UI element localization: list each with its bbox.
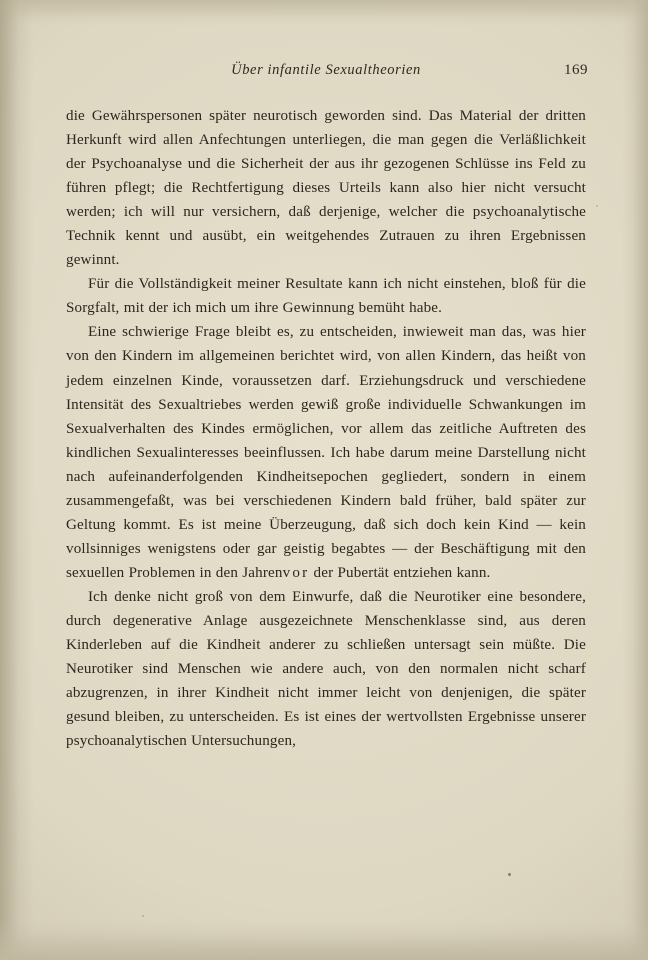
paragraph-2: Für die Vollständigkeit meiner Resultate kann ich nicht einstehen, bloß für die Sorgfalt, mit der ich mich um ihre Gewinnung bemüht habe.: [66, 276, 586, 317]
page-content: [66, 62, 586, 753]
page-number: 169: [564, 62, 588, 78]
paragraph-3: [66, 320, 586, 585]
page-edge-shadow-left: [0, 0, 34, 960]
ink-speck-tertiary: [596, 205, 598, 207]
running-title: Über infantile Sexualtheorien: [231, 62, 421, 78]
paragraph-4: Ich denke nicht groß von dem Einwurfe, daß die Neurotiker eine besondere, durch degenerative Anlage ausgezeichnete Menschenklasse sind, aus deren Kinderleben auf die Kindheit anderer zu schließen untersagt sein müßte. Die Neurotiker sind Menschen wie andere auch, von den normalen nicht scharf abzugrenzen, in ihrer Kindheit nicht immer leicht von denjenigen, die später gesund bleiben, zu unterscheiden. Es ist eines der wertvollsten Ergebnisse unserer psychoanalytischen Untersuchungen,: [66, 588, 586, 750]
paragraph-3-text: Eine schwierige Frage bleibt es, zu entscheiden, inwieweit man das, was hier von den Kindern im allgemeinen berichtet wird, von allen Kindern, das heißt von jedem einzelnen Kinde, voraussetzen darf. Erziehungsdruck und verschiedene Intensität des Sexualtriebes werden gewiß große individuelle Schwankungen im Sexualverhalten des Kindes ermöglichen, vor allem das zeitliche Auftreten des kindlichen Sexualinteresses beeinflussen. Ich habe darum meine Darstellung nicht nach aufeinanderfolgenden Kindheitsepochen gegliedert, sondern in einem zusammengefaßt, was bei verschiedenen Kindern bald früher, bald später zur Geltung kommt. Es ist meine Überzeugung, daß sich doch kein Kind — kein vollsinniges wenigstens oder gar geistig begabtes — der Beschäftigung mit den sexuellen Problemen in den Jahren: [66, 324, 586, 581]
emphasis-spaced-word: vor: [282, 564, 310, 581]
page-edge-shadow-bottom: [0, 920, 648, 960]
emphasis-rest: der Pubertät entziehen kann.: [309, 564, 491, 581]
page-edge-shadow-right: [622, 0, 648, 960]
paragraph-1: die Gewährspersonen später neurotisch geworden sind. Das Material der dritten Herkunft wird allen Anfechtungen unterliegen, die man gegen die Verläßlichkeit der Psychoanalyse und die Sicherheit der aus ihr gezogenen Schlüsse ins Feld zu führen pflegt; die Rechtfertigung dieses Urteils kann also hier nicht versucht werden; ich will nur versichern, daß derjenige, welcher die psychoanalytische Technik kennt und ausübt, ein weitgehendes Zutrauen zu ihren Ergebnissen gewinnt.: [66, 108, 586, 269]
ink-speck: [508, 873, 511, 876]
running-head: [66, 62, 586, 84]
ink-speck-secondary: [142, 915, 144, 917]
page-edge-shadow-top: [0, 0, 648, 26]
